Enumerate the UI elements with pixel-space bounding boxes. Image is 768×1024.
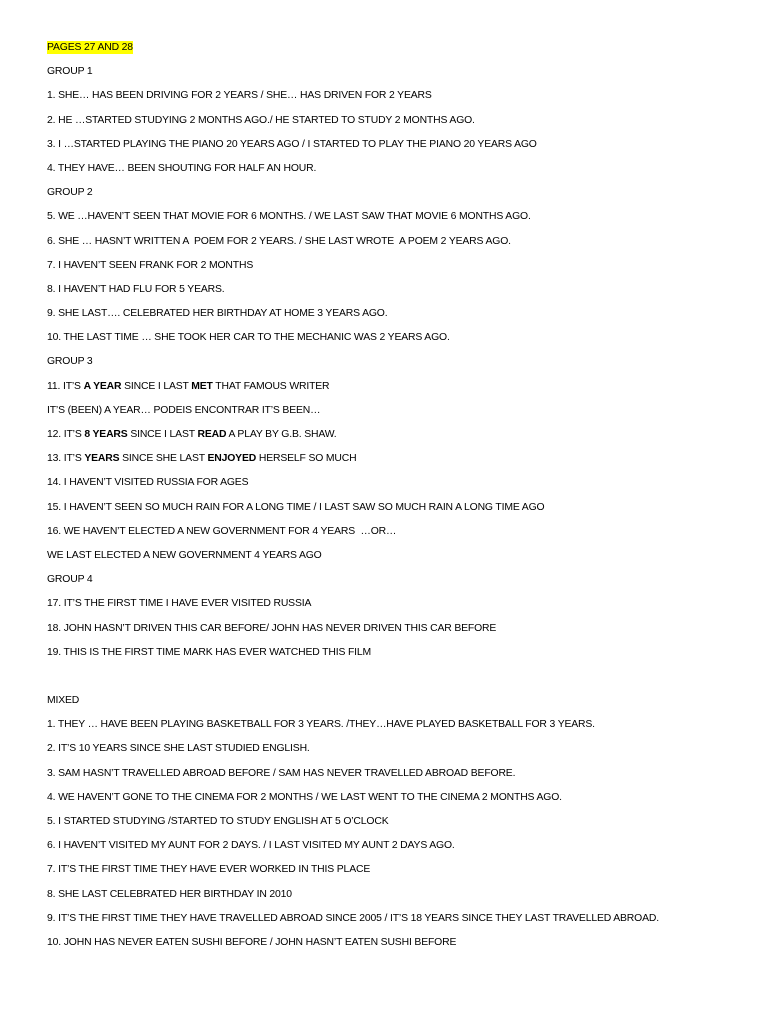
group1-item-1: 1. SHE… HAS BEEN DRIVING FOR 2 YEARS / SHE… HAS DRIVEN FOR 2 YEARS (47, 90, 432, 102)
group1-item-3: 3. I …STARTED PLAYING THE PIANO 20 YEARS AGO / I STARTED TO PLAY THE PIANO 20 YEARS AGO (47, 138, 537, 150)
group2-item-9: 9. SHE LAST…. CELEBRATED HER BIRTHDAY AT HOME 3 YEARS AGO. (47, 308, 388, 320)
document-page (47, 36, 747, 955)
item13-bold-1: YEARS (84, 453, 120, 465)
group1-item-4: 4. THEY HAVE… BEEN SHOUTING FOR HALF AN HOUR. (47, 162, 317, 174)
group2-item-8: 8. I HAVEN’T HAD FLU FOR 5 YEARS. (47, 283, 225, 295)
item12-text-a: 12. IT’S (47, 429, 85, 440)
mixed-heading: MIXED (47, 695, 80, 707)
mixed-item-1: 1. THEY … HAVE BEEN PLAYING BASKETBALL FOR 3 YEARS. /THEY…HAVE PLAYED BASKETBALL FOR 3 YEARS. (47, 719, 595, 731)
item11-bold-1: A YEAR (83, 380, 122, 392)
item13-text-d: HERSELF SO MUCH (256, 453, 357, 465)
group3-item-14: 14. I HAVEN’T VISITED RUSSIA FOR AGES (47, 477, 249, 489)
mixed-item-3: 3. SAM HASN’T TRAVELLED ABROAD BEFORE / SAM HAS NEVER TRAVELLED ABROAD BEFORE. (47, 767, 516, 779)
mixed-item-4: 4. WE HAVEN’T GONE TO THE CINEMA FOR 2 MONTHS / WE LAST WENT TO THE CINEMA 2 MONTHS AGO. (47, 791, 562, 803)
group3-item-12 (47, 423, 747, 447)
group3-item-11 (47, 375, 747, 399)
group3-item-16-alt: WE LAST ELECTED A NEW GOVERNMENT 4 YEARS AGO (47, 549, 322, 561)
mixed-item-9: 9. IT’S THE FIRST TIME THEY HAVE TRAVELLED ABROAD SINCE 2005 / IT’S 18 YEARS SINCE THEY LAST TRAVELLED ABROAD. (47, 912, 659, 924)
group3-heading: GROUP 3 (47, 356, 93, 368)
group3-item-13 (47, 447, 747, 471)
group1-heading: GROUP 1 (47, 66, 93, 78)
item12-text-c: SINCE I LAST (127, 429, 198, 440)
group4-item-19: 19. THIS IS THE FIRST TIME MARK HAS EVER WATCHED THIS FILM (47, 646, 372, 658)
spacer (47, 665, 747, 689)
item11-text-c: SINCE I LAST (121, 380, 192, 392)
group3-item-16: 16. WE HAVEN’T ELECTED A NEW GOVERNMENT FOR 4 YEARS …OR… (47, 525, 397, 537)
group4-item-17: 17. IT’S THE FIRST TIME I HAVE EVER VISITED RUSSIA (47, 598, 312, 610)
item12-bold-1: 8 YEARS (84, 429, 128, 440)
item12-bold-2: READ (197, 429, 227, 440)
mixed-item-7: 7. IT’S THE FIRST TIME THEY HAVE EVER WORKED IN THIS PLACE (47, 864, 371, 876)
item13-text-a: 13. IT’S (47, 453, 85, 465)
group2-heading: GROUP 2 (47, 187, 93, 199)
group2-item-5: 5. WE …HAVEN’T SEEN THAT MOVIE FOR 6 MONTHS. / WE LAST SAW THAT MOVIE 6 MONTHS AGO. (47, 211, 531, 223)
item13-bold-2: ENJOYED (207, 453, 257, 465)
pages-title: PAGES 27 AND 28 (47, 42, 133, 53)
mixed-item-2: 2. IT’S 10 YEARS SINCE SHE LAST STUDIED ENGLISH. (47, 743, 310, 755)
group4-item-18: 18. JOHN HASN’T DRIVEN THIS CAR BEFORE/ JOHN HAS NEVER DRIVEN THIS CAR BEFORE (47, 622, 497, 634)
mixed-item-6: 6. I HAVEN’T VISITED MY AUNT FOR 2 DAYS. / I LAST VISITED MY AUNT 2 DAYS AGO. (47, 840, 455, 852)
item12-text-d: A PLAY BY G.B. SHAW. (226, 429, 337, 440)
item11-text-d: THAT FAMOUS WRITER (212, 380, 330, 392)
group1-item-2: 2. HE …STARTED STUDYING 2 MONTHS AGO./ HE STARTED TO STUDY 2 MONTHS AGO. (47, 114, 475, 126)
group2-item-10: 10. THE LAST TIME … SHE TOOK HER CAR TO THE MECHANIC WAS 2 YEARS AGO. (47, 332, 450, 344)
group3-note: IT’S (BEEN) A YEAR… PODEIS ENCONTRAR IT’S BEEN… (47, 404, 321, 416)
mixed-item-10: 10. JOHN HAS NEVER EATEN SUSHI BEFORE / JOHN HASN’T EATEN SUSHI BEFORE (47, 936, 457, 948)
mixed-item-5: 5. I STARTED STUDYING /STARTED TO STUDY ENGLISH AT 5 O’CLOCK (47, 816, 389, 827)
group2-item-7: 7. I HAVEN’T SEEN FRANK FOR 2 MONTHS (47, 259, 254, 271)
group3-item-15: 15. I HAVEN’T SEEN SO MUCH RAIN FOR A LONG TIME / I LAST SAW SO MUCH RAIN A LONG TIME AGO (47, 501, 545, 513)
item13-text-c: SINCE SHE LAST (119, 453, 208, 465)
mixed-item-8: 8. SHE LAST CELEBRATED HER BIRTHDAY IN 2010 (47, 888, 292, 900)
group2-item-6: 6. SHE … HASN’T WRITTEN A POEM FOR 2 YEARS. / SHE LAST WROTE A POEM 2 YEARS AGO. (47, 235, 511, 247)
group4-heading: GROUP 4 (47, 574, 93, 586)
pages-title-line (47, 36, 747, 60)
item11-bold-2: MET (191, 380, 213, 392)
item11-text-a: 11. IT’S (47, 380, 84, 392)
